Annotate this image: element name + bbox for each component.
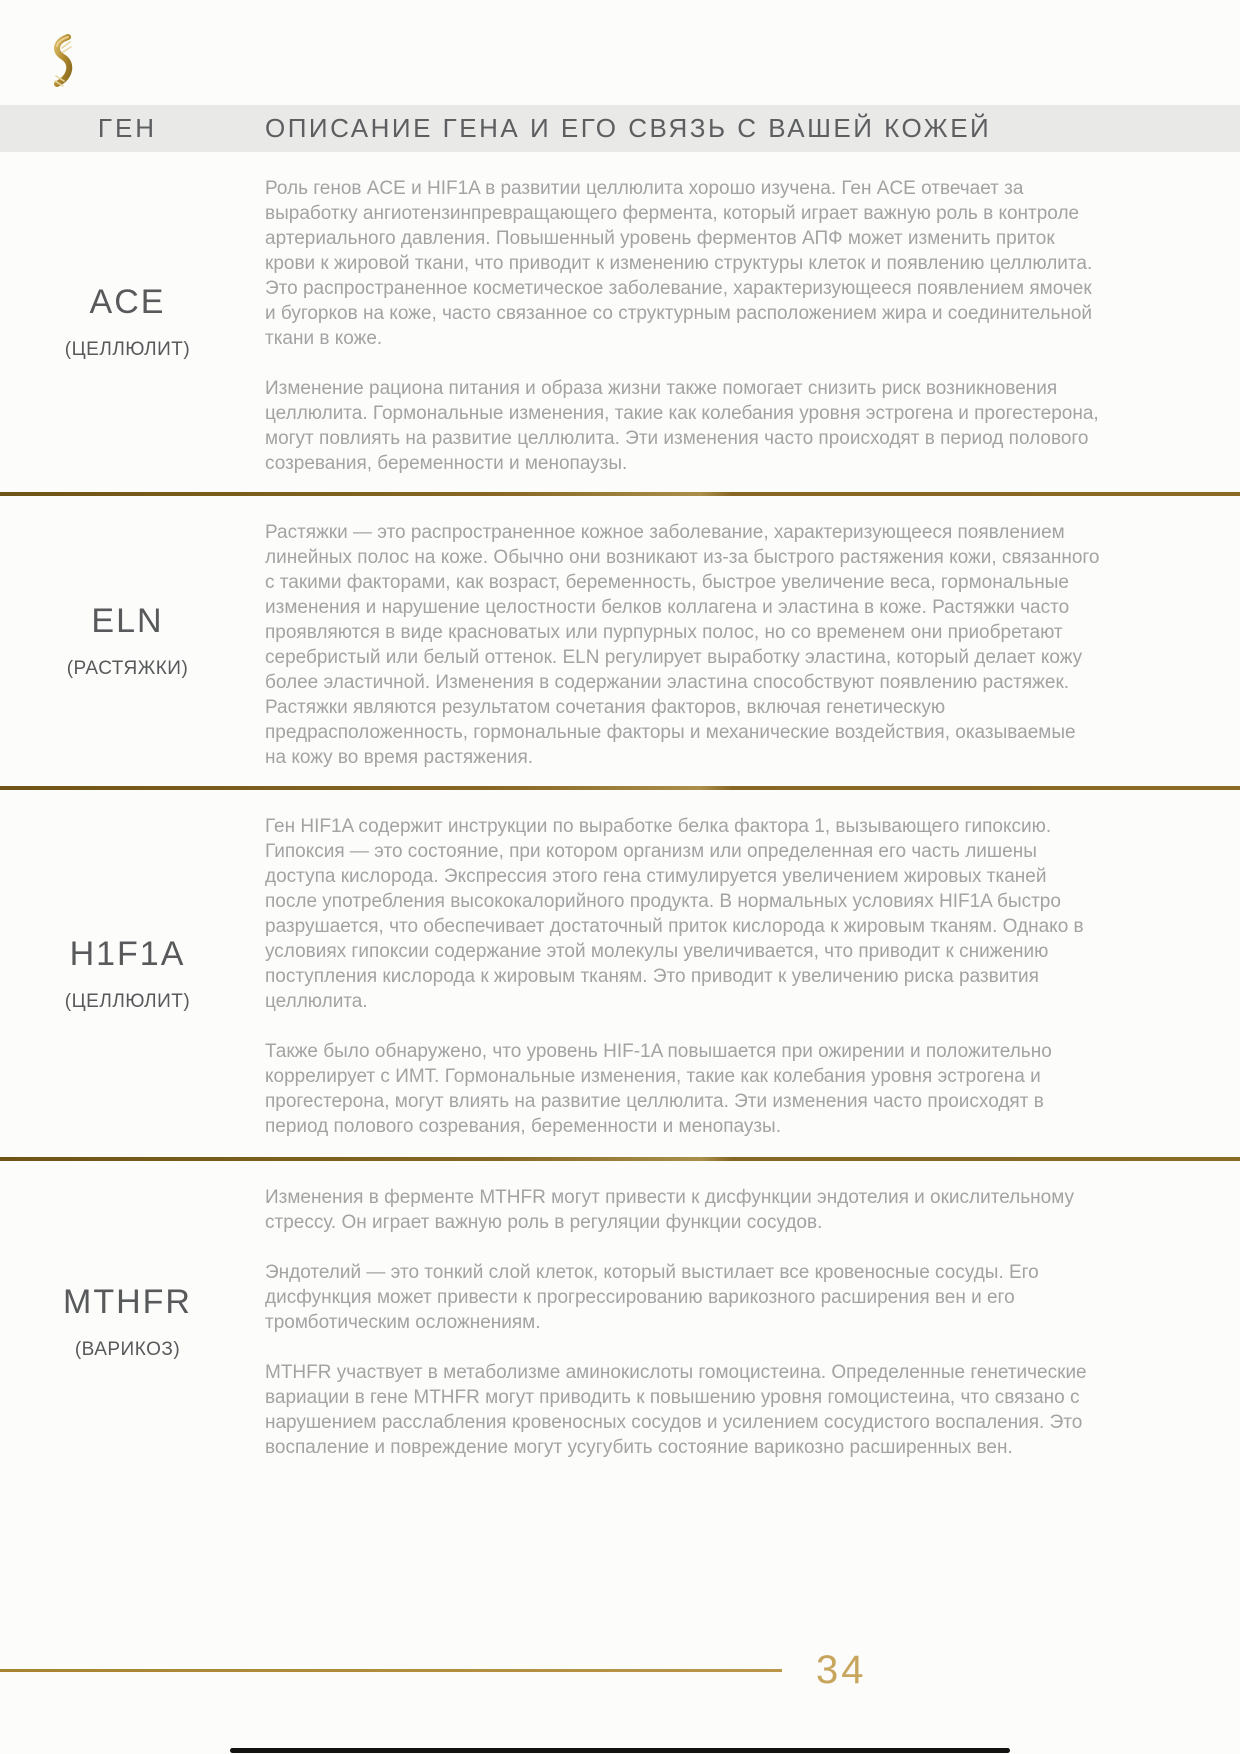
gene-description-paragraph: Изменения в ферменте MTHFR могут привести к дисфункции эндотелия и окислительному стрессу. Он играет важную роль в регуляции функции сосудов. — [265, 1187, 1074, 1233]
gene-description-paragraph: Ген HIF1A содержит инструкции по выработке белка фактора 1, вызывающего гипоксию. Гипоксия — это состояние, при котором организм или определенная его часть лишены доступа кислорода. Экспрессия этого гена стимулируется увеличением жировых тканей после употребления высококалорийного продукта. В нормальных условиях HIF1A быстро разрушается, что обеспечивает достаточный приток кислорода к жировым тканям. Однако в условиях гипоксии содержание этой молекулы увеличивается, что приводит к снижению поступления кислорода к жировым тканям. Это приводит к увеличению риска развития целлюлита. — [265, 816, 1084, 1012]
gene-row-ace — [0, 152, 1240, 492]
gene-row-h1f1a — [0, 790, 1240, 1157]
gene-trait: (ВАРИКОЗ) — [74, 1339, 181, 1360]
gene-description-paragraph: Изменение рациона питания и образа жизни также помогает снизить риск возникновения целлюлита. Гормональные изменения, такие как колебания уровня эстрогена и прогестерона, могут повлиять на развитие целлюлита. Эти изменения часто происходят в период полового созревания, беременности и менопаузы. — [265, 378, 1099, 474]
gene-cell — [0, 790, 255, 1157]
gene-cell — [0, 1161, 255, 1611]
gene-cell — [0, 496, 255, 786]
gene-description-cell — [255, 496, 1240, 786]
dna-helix-logo-icon — [44, 34, 80, 94]
gene-trait: (ЦЕЛЛЮЛИТ) — [64, 339, 191, 360]
gene-table — [0, 152, 1240, 1611]
gene-description-paragraph: Роль генов ACE и HIF1A в развитии целлюлита хорошо изучена. Ген ACE отвечает за выработку ангиотензинпревращающего фермента, который играет важную роль в контроле артериального давления. Повышенный уровень ферментов АПФ может изменить приток крови к жировой ткани, что приводит к изменению структуры клеток и появлению целлюлита. Это распространенное косметическое заболевание, характеризующееся появлением ямочек и бугорков на коже, часто связанное со структурным расположением жира и соединительной ткани в коже. — [265, 178, 1093, 349]
gene-name: MTHFR — [63, 1283, 192, 1321]
gene-description-cell — [255, 152, 1240, 492]
gene-name: H1F1A — [69, 934, 186, 973]
gene-trait: (РАСТЯЖКИ) — [66, 658, 189, 679]
gene-cell — [0, 152, 255, 492]
gene-trait: (ЦЕЛЛЮЛИТ) — [64, 990, 191, 1012]
gene-description-paragraph: MTHFR участвует в метаболизме аминокислоты гомоцистеина. Определенные генетические вариации в гене MTHFR могут приводить к повышению уровня гомоцистеина, что связано с нарушением расслабления кровеносных сосудов и усилением сосудистого воспаления. Это воспаление и повреждение могут усугубить состояние варикозно расширенных вен. — [265, 1362, 1087, 1458]
page-number: 34 — [816, 1648, 867, 1692]
gene-description-paragraph: Также было обнаружено, что уровень HIF-1A повышается при ожирении и положительно коррелирует с ИМТ. Гормональные изменения, такие как колебания уровня эстрогена и прогестерона, могут влиять на развитие целлюлита. Эти изменения часто происходят в период полового созревания, беременности и менопаузы. — [265, 1041, 1052, 1137]
gene-description-cell — [255, 1161, 1240, 1611]
gene-name: ACE — [89, 283, 166, 321]
table-header-row — [0, 105, 1240, 152]
gene-description-cell — [255, 790, 1240, 1157]
gene-name: ELN — [91, 602, 164, 640]
gene-row-mthfr — [0, 1161, 1240, 1611]
header-description-column: ОПИСАНИЕ ГЕНА И ЕГО СВЯЗЬ С ВАШЕЙ КОЖЕЙ — [265, 113, 992, 143]
home-indicator-bar — [230, 1748, 1010, 1753]
gene-description-paragraph: Растяжки — это распространенное кожное заболевание, характеризующееся появлением линейных полос на коже. Обычно они возникают из-за быстрого растяжения кожи, связанного с такими факторами, как возраст, беременность, быстрое увеличение веса, гормональные изменения и нарушение целостности белков коллагена и эластина в коже. Растяжки часто проявляются в виде красноватых или пурпурных полос, но со временем они приобретают серебристый или белый оттенок. ELN регулирует выработку эластина, который делает кожу более эластичной. Изменения в содержании эластина способствуют появлению растяжек. Растяжки являются результатом сочетания факторов, включая генетическую предрасположенность, гормональные факторы и механические воздействия, оказываемые на кожу во время растяжения. — [265, 522, 1100, 768]
header-gene-column: ГЕН — [97, 113, 158, 143]
footer-rule — [0, 1669, 782, 1672]
gene-description-paragraph: Эндотелий — это тонкий слой клеток, который выстилает все кровеносные сосуды. Его дисфункция может привести к прогрессированию варикозного расширения вен и его тромботическим осложнениям. — [265, 1262, 1039, 1333]
gene-row-eln — [0, 496, 1240, 786]
